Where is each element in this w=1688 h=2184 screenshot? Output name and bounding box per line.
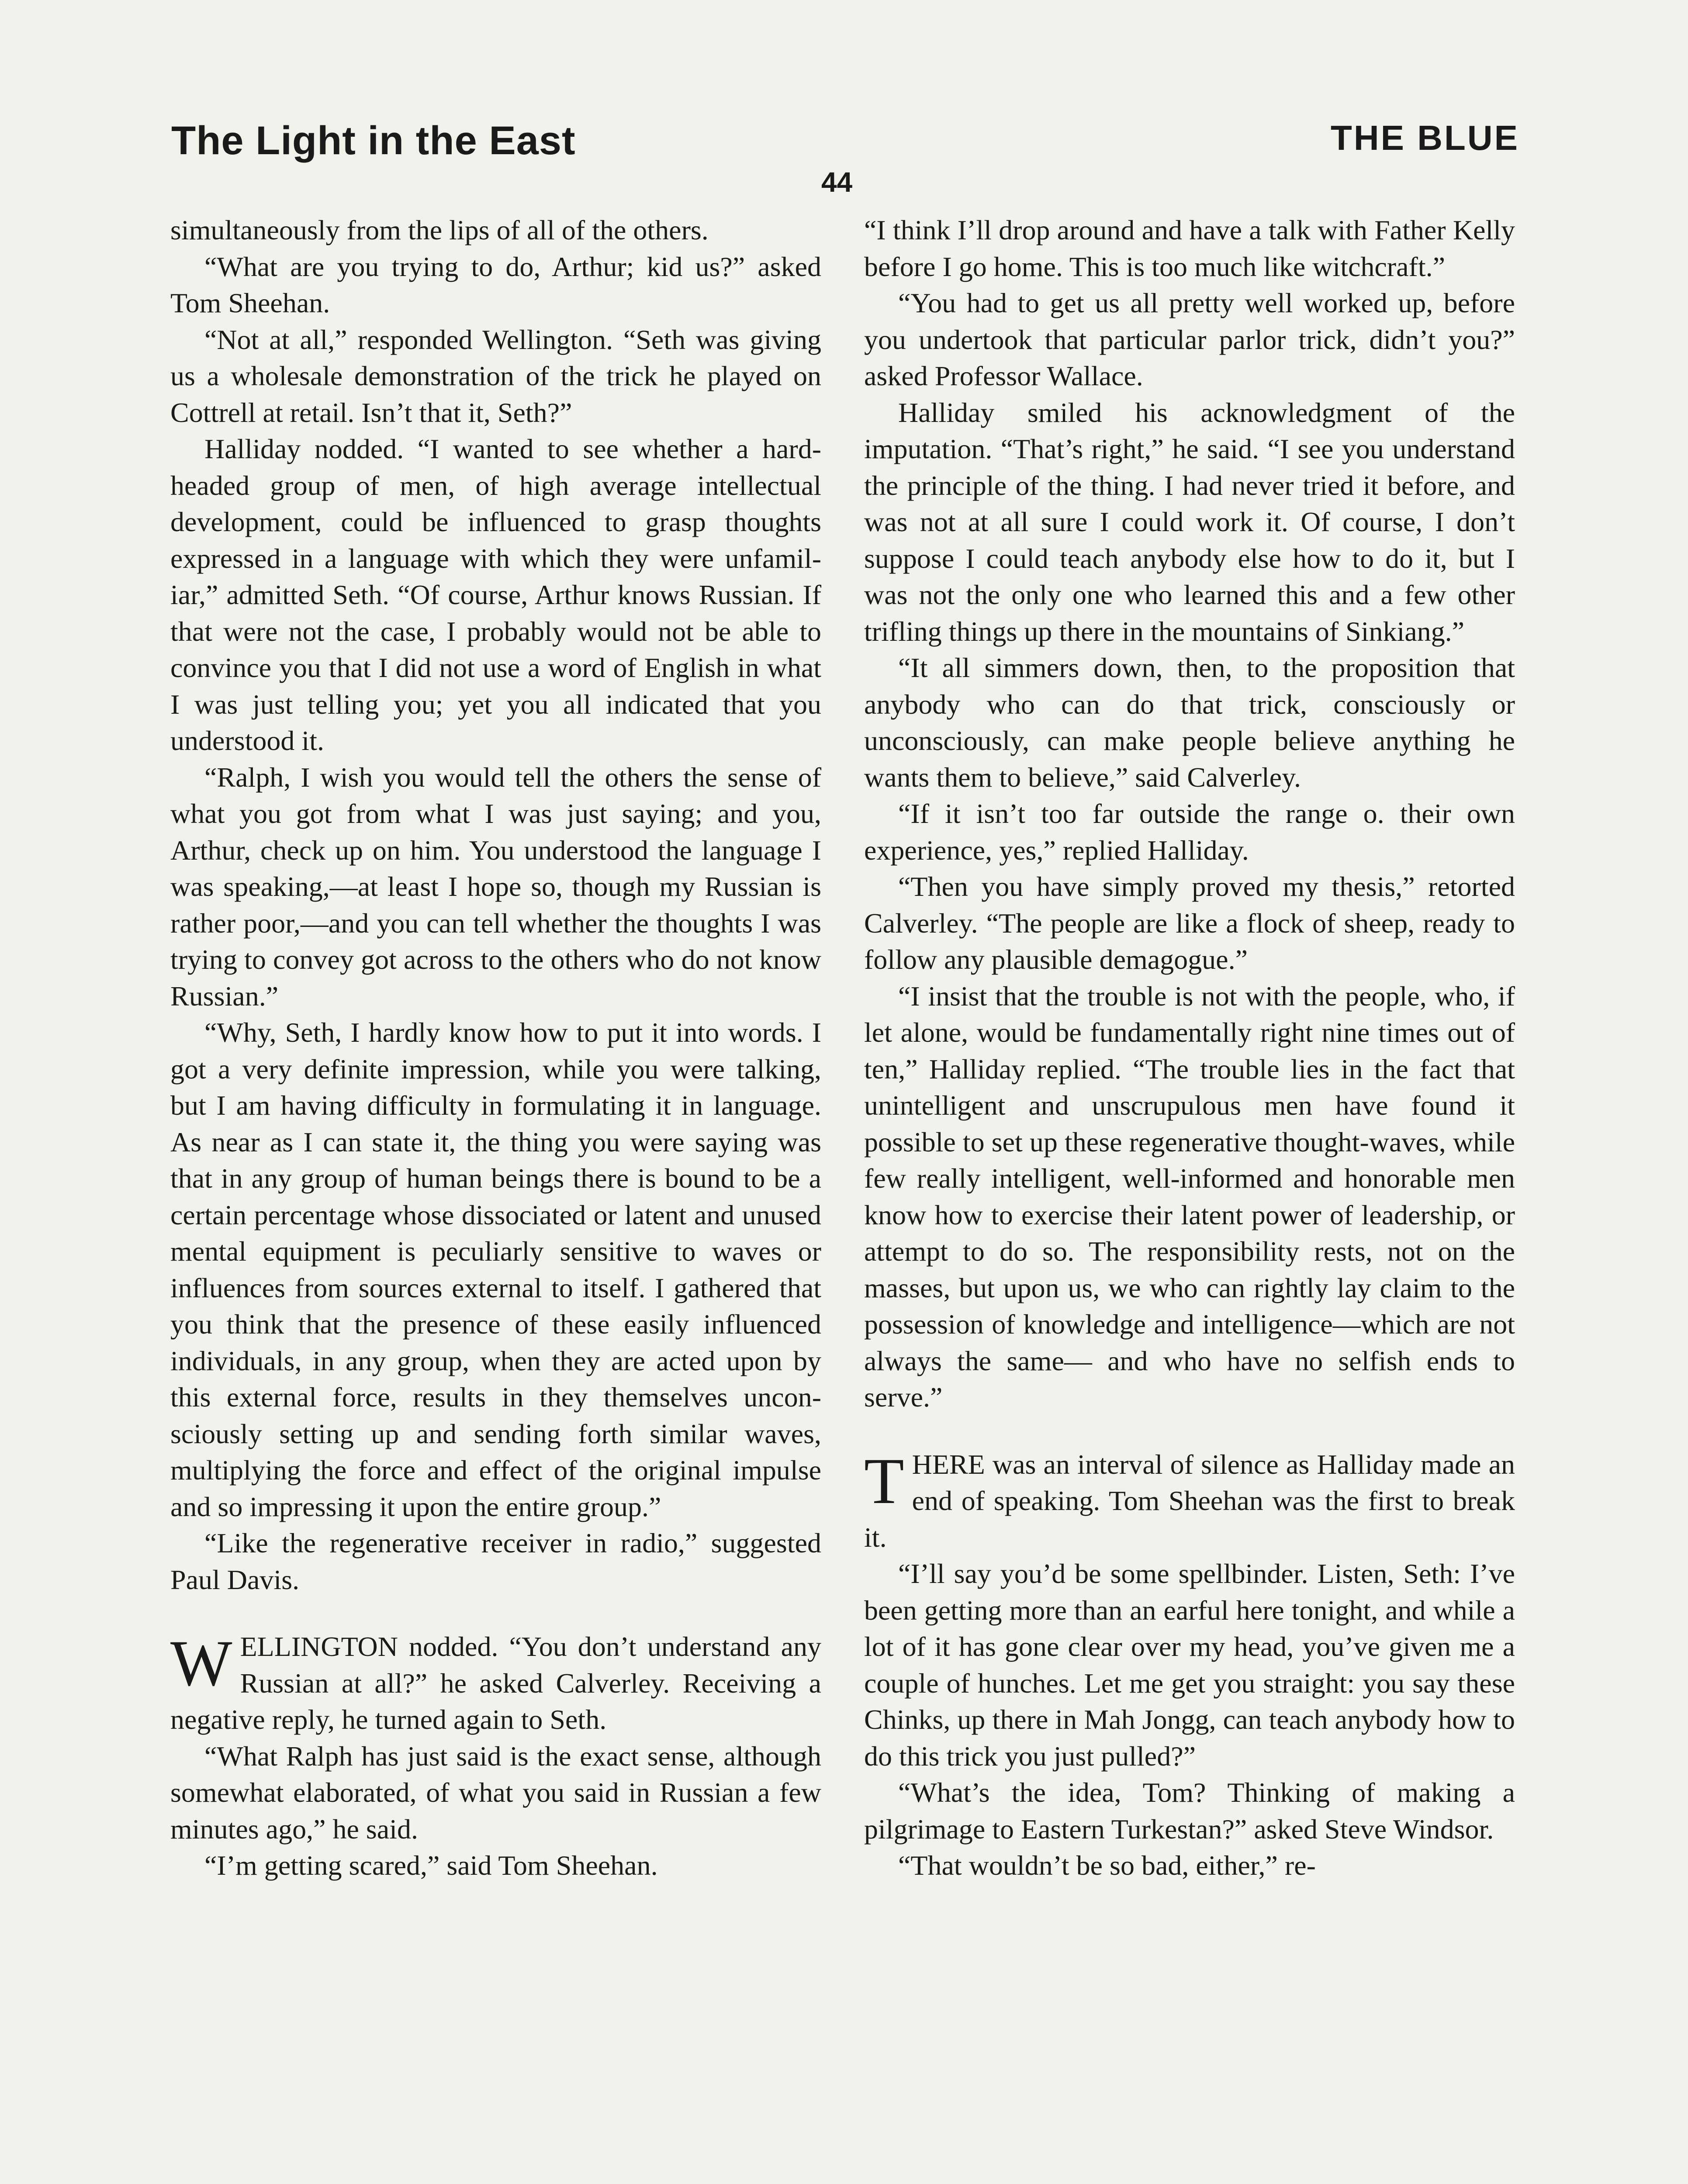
paragraph: “Why, Seth, I hardly know how to put it into words. I got a very definite impression, while you were talking, but I am having difficulty in formulating it in language. As near as I can state it, the thing you were saying was that in any group of human beings there is bound to be a certain percentage whose dissociated or latent and unused mental equipment is peculiarly sensitive to waves or influences from sources external to itself. I gathered that you think that the presence of these easily influenced individuals, in any group, when they are acted upon by this external force, results in they themselves unconsciously setting up and sending forth similar waves, multiplying the force and effect of the original impulse and so impressing it upon the entire group.”: [170, 1017, 821, 1522]
paragraph: “I’m getting scared,” said Tom Sheehan.: [204, 1850, 658, 1881]
paragraph: “If it isn’t too far outside the range o. their own experience, yes,” replied Halliday.: [864, 798, 1515, 866]
paragraph: “What’s the idea, Tom? Thinking of making a pilgrimage to Eastern Turkestan?” asked Steve Windsor.: [864, 1777, 1515, 1845]
right-column: [864, 212, 1515, 1884]
paragraph: “Then you have simply proved my thesis,” retorted Calverley. “The people are like a flock of sheep, ready to follow any plausible demagogue.”: [864, 871, 1515, 975]
paragraph: “Not at all,” responded Wellington. “Seth was giving us a wholesale demonstration of the trick he played on Cottrell at retail. Isn’t that it, Seth?”: [170, 324, 821, 428]
paragraph: “I insist that the trouble is not with the people, who, if let alone, would be fundamentally right nine times out of ten,” Halliday replied. “The trouble lies in the fact that unintelligent and unscrupulous men have found it possible to set up these regenerative thought-waves, while few really intelligent, well-informed and honorable men know how to exercise their latent power of leadership, or attempt to do so. The responsibility rests, not on the masses, but upon us, we who can rightly lay claim to the possession of knowledge and intelligence—which are not always the same— and who have no selfish ends to serve.”: [864, 980, 1515, 1413]
section-paragraph: [170, 1628, 821, 1738]
paragraph: “Like the regenerative receiver in radio,” suggested Paul Davis.: [170, 1527, 821, 1595]
paragraph: “What Ralph has just said is the exact sense, although somewhat elaborated, of what you said in Russian a few minutes ago,” he said.: [170, 1740, 821, 1845]
paragraph: Halliday smiled his acknowledgment of the imputation. “That’s right,” he said. “I see you understand the principle of the thing. I had never tried it before, and was not at all sure I could work it. Of course, I don’t suppose I could teach anybody else how to do it, but I was not the only one who learned this and a few other trifling things up there in the mountains of Sinkiang.”: [864, 397, 1515, 647]
paragraph-text: HERE was an interval of silence as Halliday made an end of speaking. Tom Sheehan was the first to break it.: [864, 1448, 1515, 1553]
left-column: [170, 212, 821, 1884]
paragraph: simultaneously from the lips of all of the others.: [170, 214, 709, 245]
paragraph: “That wouldn’t be so bad, either,” re-: [898, 1850, 1316, 1881]
paragraph: “You had to get us all pretty well worked up, before you undertook that particular parlor trick, didn’t you?” asked Professor Wallace.: [864, 287, 1515, 391]
paragraph: “Ralph, I wish you would tell the others the sense of what you got from what I was just saying; and you, Arthur, check up on him. You understood the language I was speaking,—at least I hope so, though my Russian is rather poor,—and you can tell whether the thoughts I was trying to convey got across to the others who do not know Russian.”: [170, 761, 821, 1012]
paragraph-text: ELLINGTON nodded. “You don’t understand any Russian at all?” he asked Calverley. Receiving a negative reply, he turned again to Seth.: [170, 1631, 821, 1735]
paragraph: “What are you trying to do, Arthur; kid us?” asked Tom Sheehan.: [170, 251, 821, 318]
paragraph: Halliday nodded. “I wanted to see whether a hard-headed group of men, of high average intellectual development, could be influenced to grasp thoughts expressed in a language with which they were unfamiliar,” admitted Seth. “Of course, Arthur knows Russian. If that were not the case, I probably would not be able to convince you that I did not use a word of English in what I was just telling you; yet you all indicated that you understood it.: [170, 433, 821, 756]
story-title: The Light in the East: [171, 118, 576, 163]
section-paragraph: [864, 1446, 1515, 1556]
drop-cap: W: [170, 1627, 232, 1700]
page-number: 44: [821, 166, 853, 198]
drop-cap: T: [864, 1444, 904, 1517]
paragraph: “I think I’ll drop around and have a talk with Father Kelly before I go home. This is too much like witchcraft.”: [864, 214, 1515, 282]
paragraph: “It all simmers down, then, to the proposition that anybody who can do that trick, consciously or unconsciously, can make people believe anything he wants them to believe,” said Calverley.: [864, 652, 1515, 793]
magazine-title: THE BLUE: [1331, 118, 1519, 157]
paragraph: “I’ll say you’d be some spellbinder. Listen, Seth: I’ve been getting more than an earful here tonight, and while a lot of it has gone clear over my head, you’ve given me a couple of hunches. Let me get you straight: you say these Chinks, up there in Mah Jongg, can teach anybody how to do this trick you just pulled?”: [864, 1558, 1515, 1772]
